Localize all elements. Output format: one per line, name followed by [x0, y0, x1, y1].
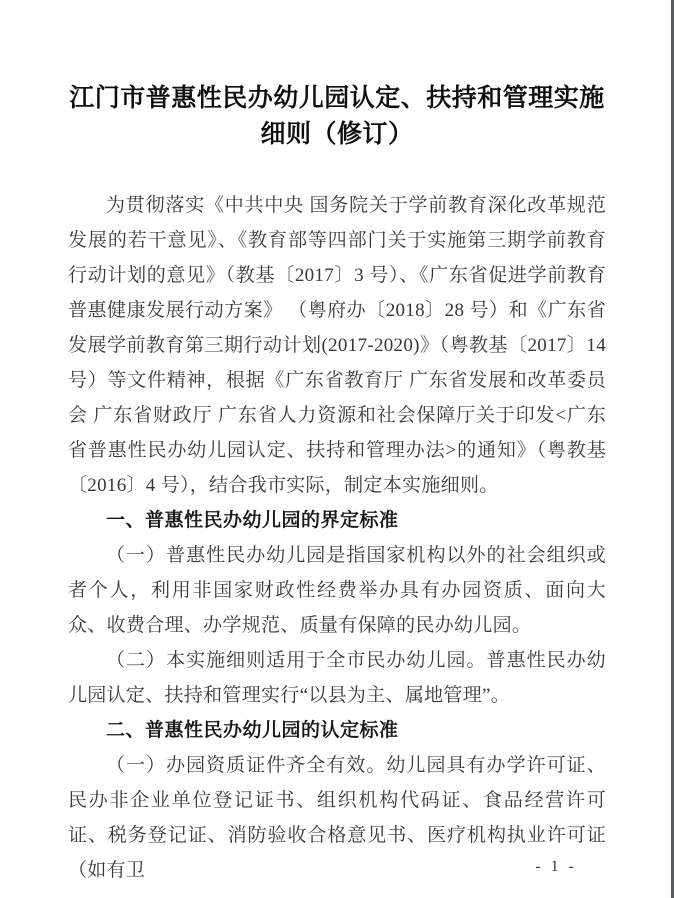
page-number: - 1 -: [535, 858, 577, 875]
section-heading-2: 二、普惠性民办幼儿园的认定标准: [106, 720, 399, 741]
document-title: 江门市普惠性民办幼儿园认定、扶持和管理实施细则（修订）: [69, 84, 605, 148]
intro-paragraph: 为贯彻落实《中共中央 国务院关于学前教育深化改革规范发展的若干意见》、《教育部等四部门关于实施第三期学前教育行动计划的意见》（教基〔2017〕3 号）、《广东省促进学前教育普惠健康发展行动方案》 （粤府办〔2018〕28 号）和《广东省发展学前教育第三期行动计划(2017-2020)》（粤教基〔2017〕14 号）等文件精神，根据《广东省教育厅 广东省发展和改革委员会 广东省财政厅 广东省人力资源和社会保障厅关于印发<广东省普惠性民办幼儿园认定、扶持和管理办法>的通知》（粤教基〔2016〕4 号），结合我市实际，制定本实施细则。: [68, 195, 606, 496]
section-heading-1: 一、普惠性民办幼儿园的界定标准: [106, 510, 399, 531]
paragraph-recognition-1: （一）办园资质证件齐全有效。幼儿园具有办学许可证、民办非企业单位登记证书、组织机构代码证、食品经营许可证、税务登记证、消防验收合格意见书、医疗机构执业许可证（如有卫: [68, 755, 606, 881]
paragraph-definition-1: （一）普惠性民办幼儿园是指国家机构以外的社会组织或者个人，利用非国家财政性经费举办具有办园资质、面向大众、收费合理、办学规范、质量有保障的民办幼儿园。: [68, 545, 606, 636]
paragraph-definition-2: （二）本实施细则适用于全市民办幼儿园。普惠性民办幼儿园认定、扶持和管理实行“以县为主、属地管理”。: [68, 650, 606, 706]
document-body: [68, 80, 606, 888]
